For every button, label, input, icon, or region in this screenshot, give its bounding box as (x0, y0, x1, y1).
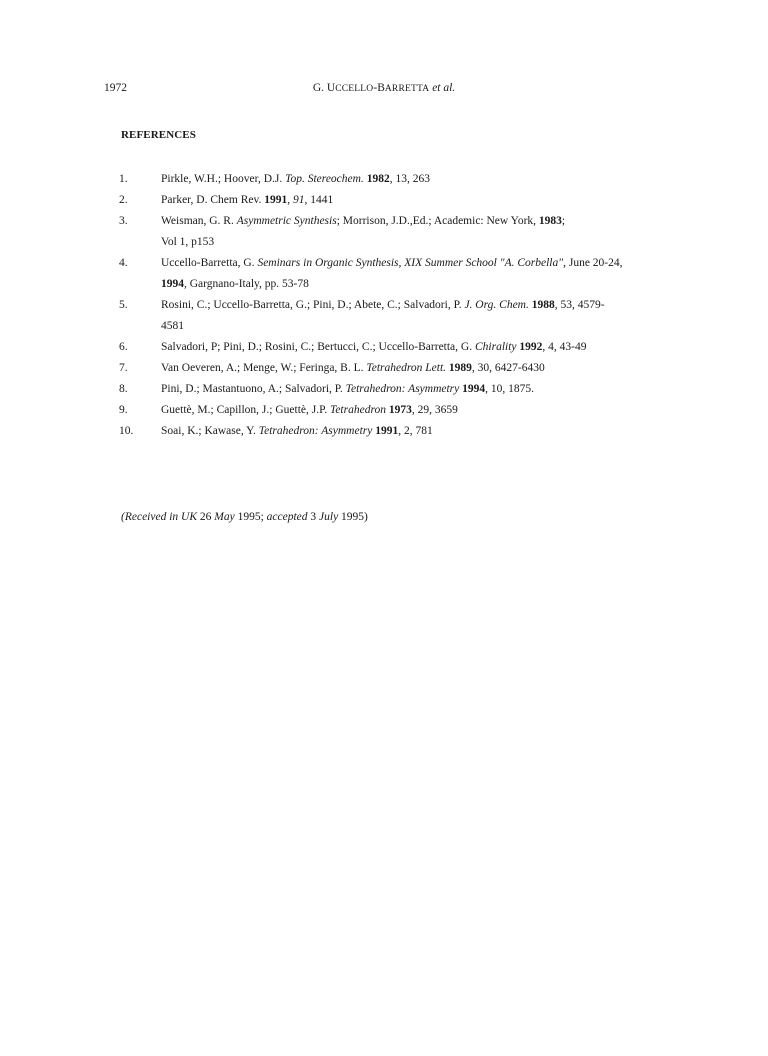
reference-list (119, 169, 679, 442)
running-title-etal: et al. (429, 82, 456, 94)
reference-line (161, 421, 679, 442)
reference-text-segment: Van Oeveren, A.; Menge, W.; Feringa, B. L. (161, 362, 367, 374)
running-title-cap-u: U (326, 82, 336, 94)
reference-text-segment: ; (561, 215, 566, 227)
reference-item (119, 295, 679, 337)
reference-item (119, 169, 679, 190)
reference-line (161, 211, 679, 232)
reference-text-segment: , 29, 3659 (411, 404, 458, 416)
reference-year: 1994 (161, 278, 184, 290)
reference-item (119, 400, 679, 421)
reference-year: 1973 (388, 404, 412, 416)
reference-text-segment: Weisman, G. R. (161, 215, 237, 227)
received-note-segment: 1995) (338, 511, 368, 523)
received-note-segment: (Received in UK (121, 511, 197, 523)
reference-italic-text: Seminars in Organic Synthesis, XIX Summer School "A. Corbella" (257, 257, 564, 269)
reference-line (161, 232, 679, 253)
reference-item (119, 211, 679, 253)
received-note-segment: accepted (266, 511, 308, 523)
reference-italic-text: Tetrahedron Lett. (366, 362, 447, 374)
reference-number: 6. (119, 341, 128, 353)
reference-text-segment: , 4, 43-49 (542, 341, 587, 353)
reference-text-segment: , June 20-24, (563, 257, 623, 269)
reference-line (161, 316, 679, 337)
reference-text-segment: , (287, 194, 293, 206)
reference-text-segment: , 13, 263 (389, 173, 430, 185)
reference-year: 1992 (519, 341, 543, 353)
reference-number: 1. (119, 173, 128, 185)
reference-number: 2. (119, 194, 128, 206)
reference-text (161, 295, 679, 337)
received-note (121, 511, 368, 523)
reference-text-segment: Rosini, C.; Uccello-Barretta, G.; Pini, D.; Abete, C.; Salvadori, P. (161, 299, 465, 311)
reference-text-segment: , 53, 4579- (554, 299, 605, 311)
reference-text-segment: , 10, 1875. (485, 383, 535, 395)
running-title-cap-b: B (377, 82, 385, 94)
reference-item (119, 421, 679, 442)
reference-year: 1991 (375, 425, 399, 437)
reference-italic-text: Tetrahedron: Asymmetry (345, 383, 460, 395)
reference-number: 8. (119, 383, 128, 395)
reference-text (161, 211, 679, 253)
reference-text-segment: Guettè, M.; Capillon, J.; Guettè, J.P. (161, 404, 330, 416)
received-note-segment: 1995; (234, 511, 267, 523)
received-note-segment: July (319, 511, 339, 523)
reference-text (161, 190, 679, 211)
reference-text (161, 421, 679, 442)
reference-text-segment: Vol 1, p153 (161, 236, 215, 248)
reference-year: 1989 (448, 362, 472, 374)
reference-text-segment: , 2, 781 (398, 425, 433, 437)
section-heading: REFERENCES (121, 129, 196, 141)
reference-number: 9. (119, 404, 128, 416)
reference-year: 1983 (538, 215, 562, 227)
reference-text (161, 379, 679, 400)
received-note-segment: May (214, 511, 235, 523)
reference-text-segment: , 1441 (304, 194, 334, 206)
reference-text (161, 169, 679, 190)
reference-number: 4. (119, 257, 128, 269)
reference-text-segment: , 30, 6427-6430 (471, 362, 545, 374)
reference-italic-text: Tetrahedron: Asymmetry (258, 425, 373, 437)
reference-italic-text: J. Org. Chem. (464, 299, 529, 311)
reference-year: 1991 (264, 194, 288, 206)
reference-number: 5. (119, 299, 128, 311)
reference-line (161, 379, 679, 400)
reference-text-segment: ; Morrison, J.D.,Ed.; Academic: New York, (336, 215, 539, 227)
running-title-dash: - (373, 82, 378, 94)
reference-line (161, 169, 679, 190)
reference-item (119, 379, 679, 400)
reference-italic-text: Chirality (474, 341, 517, 353)
reference-year: 1982 (366, 173, 390, 185)
reference-line (161, 190, 679, 211)
running-title (104, 82, 664, 94)
page-number: 1972 (104, 82, 127, 94)
reference-text (161, 253, 679, 295)
reference-text-segment: , Gargnano-Italy, pp. 53-78 (184, 278, 309, 290)
reference-item (119, 253, 679, 295)
reference-line (161, 358, 679, 379)
reference-item (119, 358, 679, 379)
reference-line (161, 337, 679, 358)
reference-text-segment: Soai, K.; Kawase, Y. (161, 425, 259, 437)
reference-italic-text: Asymmetric Synthesis (236, 215, 337, 227)
received-note-segment: 3 (307, 511, 320, 523)
reference-year: 1988 (531, 299, 555, 311)
reference-item (119, 190, 679, 211)
reference-text-segment: 4581 (161, 320, 184, 332)
running-title-initial: G. (312, 82, 327, 94)
reference-number: 7. (119, 362, 128, 374)
reference-item (119, 337, 679, 358)
running-title-smallcaps-arretta: ARRETTA (384, 84, 430, 94)
reference-text (161, 358, 679, 379)
received-note-segment: 26 (197, 511, 215, 523)
reference-text-segment: Parker, D. Chem Rev. (161, 194, 265, 206)
reference-line (161, 295, 679, 316)
reference-number: 3. (119, 215, 128, 227)
reference-italic-text: Tetrahedron (329, 404, 387, 416)
reference-italic-text: Top. Stereochem. (285, 173, 364, 185)
reference-line (161, 274, 679, 295)
reference-text-segment: Salvadori, P; Pini, D.; Rosini, C.; Bertucci, C.; Uccello-Barretta, G. (161, 341, 475, 353)
reference-text (161, 400, 679, 421)
reference-year: 1994 (462, 383, 486, 395)
running-header (104, 82, 664, 102)
reference-text (161, 337, 679, 358)
reference-line (161, 400, 679, 421)
reference-italic-text: 91 (292, 194, 305, 206)
reference-text-segment: Uccello-Barretta, G. (161, 257, 258, 269)
reference-text-segment: Pirkle, W.H.; Hoover, D.J. (161, 173, 286, 185)
running-title-smallcaps-ccello: CCELLO (335, 84, 374, 94)
reference-line (161, 253, 679, 274)
reference-text-segment: Pini, D.; Mastantuono, A.; Salvadori, P. (161, 383, 346, 395)
reference-number: 10. (119, 425, 134, 437)
